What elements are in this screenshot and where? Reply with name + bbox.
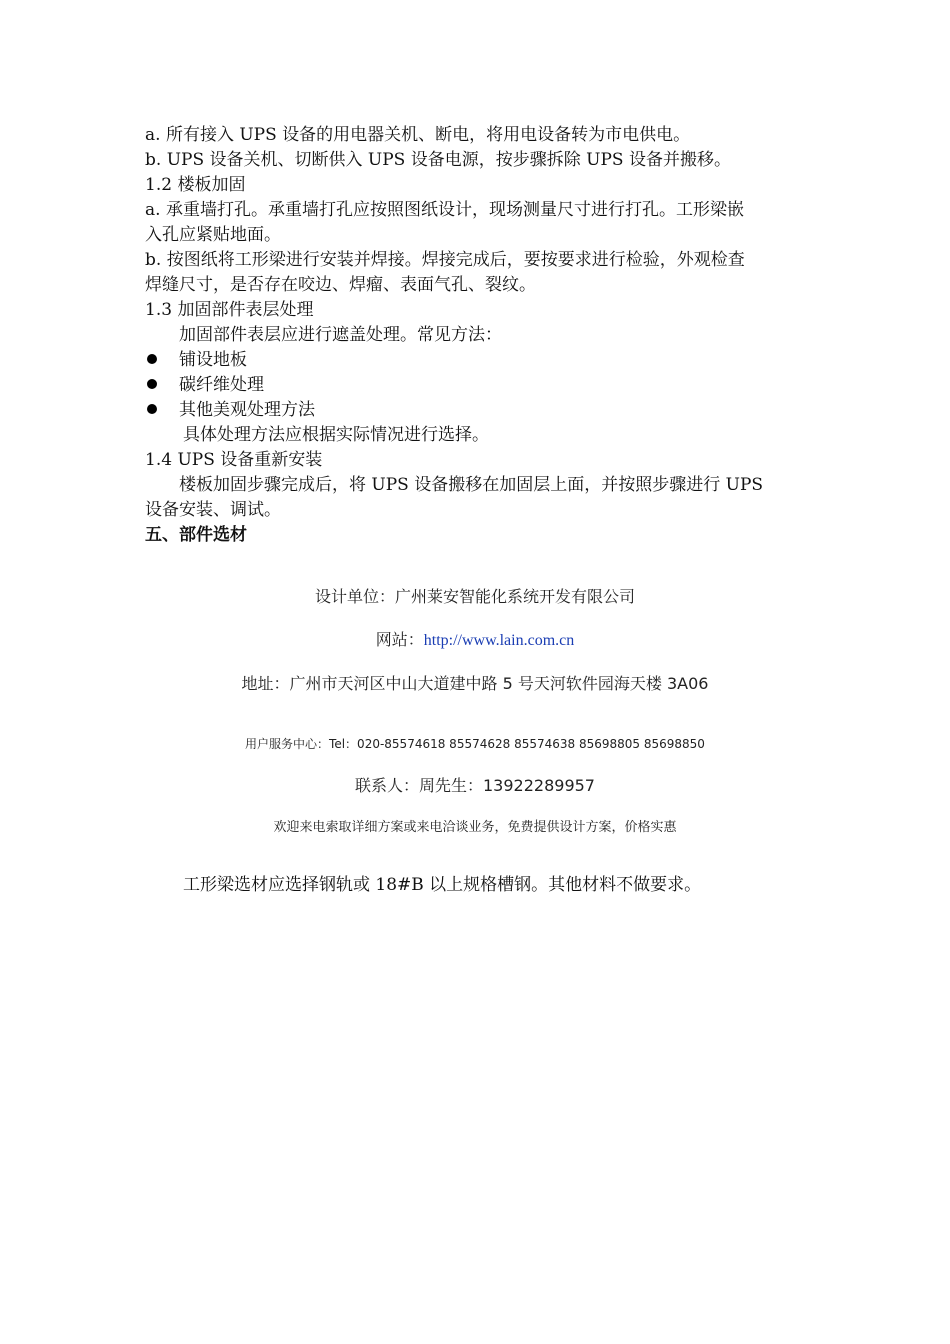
heading-1-2: 1.2 楼板加固 bbox=[145, 175, 246, 195]
footer-address: 地址：广州市天河区中山大道建中路 5 号天河软件园海天楼 3A06 bbox=[241, 674, 709, 693]
paragraph-reinstall-1: 楼板加固步骤完成后，将 UPS 设备搬移在加固层上面，并按照步骤进行 UPS bbox=[179, 475, 764, 495]
bullet-icon bbox=[147, 404, 157, 414]
bullet-icon bbox=[147, 354, 157, 364]
footer-website bbox=[0, 627, 950, 650]
paragraph-power-off: a. 所有接入 UPS 设备的用电器关机、断电，将用电设备转为市电供电。 bbox=[145, 125, 691, 145]
list-item: 其他美观处理方法 bbox=[179, 400, 315, 420]
website-link[interactable]: http://www.lain.com.cn bbox=[423, 632, 575, 649]
heading-1-3: 1.3 加固部件表层处理 bbox=[145, 300, 314, 320]
paragraph-welding-1: b. 按图纸将工形梁进行安装并焊接。焊接完成后，要按要求进行检验，外观检查 bbox=[145, 250, 745, 270]
footer-phones: 用户服务中心：Tel：020-85574618 85574628 85574638 85698805 85698850 bbox=[245, 737, 705, 751]
paragraph-ups-shutdown: b. UPS 设备关机、切断供入 UPS 设备电源，按步骤拆除 UPS 设备并搬移。 bbox=[145, 150, 731, 170]
footer-company: 设计单位：广州莱安智能化系统开发有限公司 bbox=[314, 587, 635, 606]
paragraph-surface-treatment: 加固部件表层应进行遮盖处理。常见方法： bbox=[179, 325, 502, 345]
footer-contact: 联系人：周先生：13922289957 bbox=[355, 776, 595, 795]
list-item: 铺设地板 bbox=[179, 350, 247, 370]
website-label: 网站： bbox=[375, 630, 424, 649]
paragraph-reinstall-2: 设备安装、调试。 bbox=[145, 500, 281, 520]
footer-slogan: 欢迎来电索取详细方案或来电洽谈业务，免费提供设计方案，价格实惠 bbox=[273, 820, 677, 835]
paragraph-wall-drilling-2: 入孔应紧贴地面。 bbox=[145, 225, 281, 245]
list-item: 碳纤维处理 bbox=[179, 375, 264, 395]
paragraph-material-selection: 工形梁选材应选择钢轨或 18#B 以上规格槽钢。其他材料不做要求。 bbox=[183, 875, 702, 895]
paragraph-wall-drilling-1: a. 承重墙打孔。承重墙打孔应按照图纸设计，现场测量尺寸进行打孔。工形梁嵌 bbox=[145, 200, 744, 220]
paragraph-welding-2: 焊缝尺寸，是否存在咬边、焊瘤、表面气孔、裂纹。 bbox=[145, 275, 536, 295]
paragraph-method-choice: 具体处理方法应根据实际情况进行选择。 bbox=[183, 425, 489, 445]
bullet-icon bbox=[147, 379, 157, 389]
heading-1-4: 1.4 UPS 设备重新安装 bbox=[145, 450, 323, 470]
heading-section-5: 五、部件选材 bbox=[145, 525, 247, 545]
